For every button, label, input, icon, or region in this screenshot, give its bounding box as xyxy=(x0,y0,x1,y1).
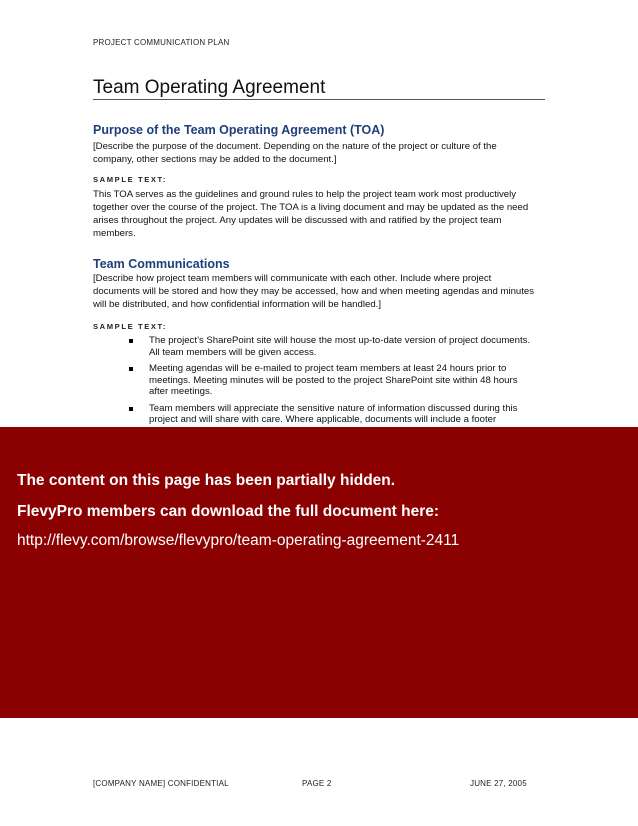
purpose-section xyxy=(93,123,538,240)
purpose-instruction: [Describe the purpose of the document. Depending on the nature of the project or culture of the company, other sections may be added to the document.] xyxy=(93,141,497,165)
list-item: Meeting agendas will be e-mailed to project team members at least 24 hours prior to meetings. Meeting minutes will be posted to the project SharePoint site within 48 hours after meetings. xyxy=(93,363,538,398)
list-item: Team members will appreciate the sensitive nature of information discussed during this project and will share with care. Where applicable, documents will include a footer xyxy=(93,403,538,438)
list-item: The project’s SharePoint site will house the most up-to-date version of project documents. All team members will be given access. xyxy=(93,335,538,358)
document-title: Team Operating Agreement xyxy=(93,77,326,98)
title-divider xyxy=(93,99,545,100)
footer-date: JUNE 27, 2005 xyxy=(470,779,527,788)
footer-page-number: PAGE 2 xyxy=(302,779,332,788)
footer-confidential: [COMPANY NAME] CONFIDENTIAL xyxy=(93,779,229,788)
communications-bullet-list xyxy=(93,335,538,437)
page-header: PROJECT COMMUNICATION PLAN xyxy=(93,38,230,47)
purpose-sample-text: This TOA serves as the guidelines and ground rules to help the project team work most productively together over the course of the project. The TOA is a living document and may be updated as the need arises throughout the project. Any updates will be discussed with and ratified by the project team members. xyxy=(93,189,529,239)
communications-heading: Team Communications xyxy=(93,257,230,271)
overlay-download-prompt: FlevyPro members can download the full document here: xyxy=(17,503,440,520)
square-bullet-icon xyxy=(129,367,133,371)
purpose-heading: Purpose of the Team Operating Agreement (TOA) xyxy=(93,123,385,137)
communications-instruction: [Describe how project team members will communicate with each other. Include where project documents will be stored and how they may be accessed, how and when meeting agendas and minutes will be distributed, and how confidential information will be handled.] xyxy=(93,273,535,310)
communications-sample-label: SAMPLE TEXT: xyxy=(93,322,168,331)
overlay-notice: The content on this page has been partially hidden. xyxy=(17,472,396,489)
purpose-sample-label: SAMPLE TEXT: xyxy=(93,175,168,184)
hidden-content-overlay xyxy=(0,427,638,718)
square-bullet-icon xyxy=(129,339,133,343)
square-bullet-icon xyxy=(129,407,133,411)
communications-section xyxy=(93,257,538,442)
overlay-download-link[interactable]: http://flevy.com/browse/flevypro/team-operating-agreement-2411 xyxy=(17,532,460,549)
